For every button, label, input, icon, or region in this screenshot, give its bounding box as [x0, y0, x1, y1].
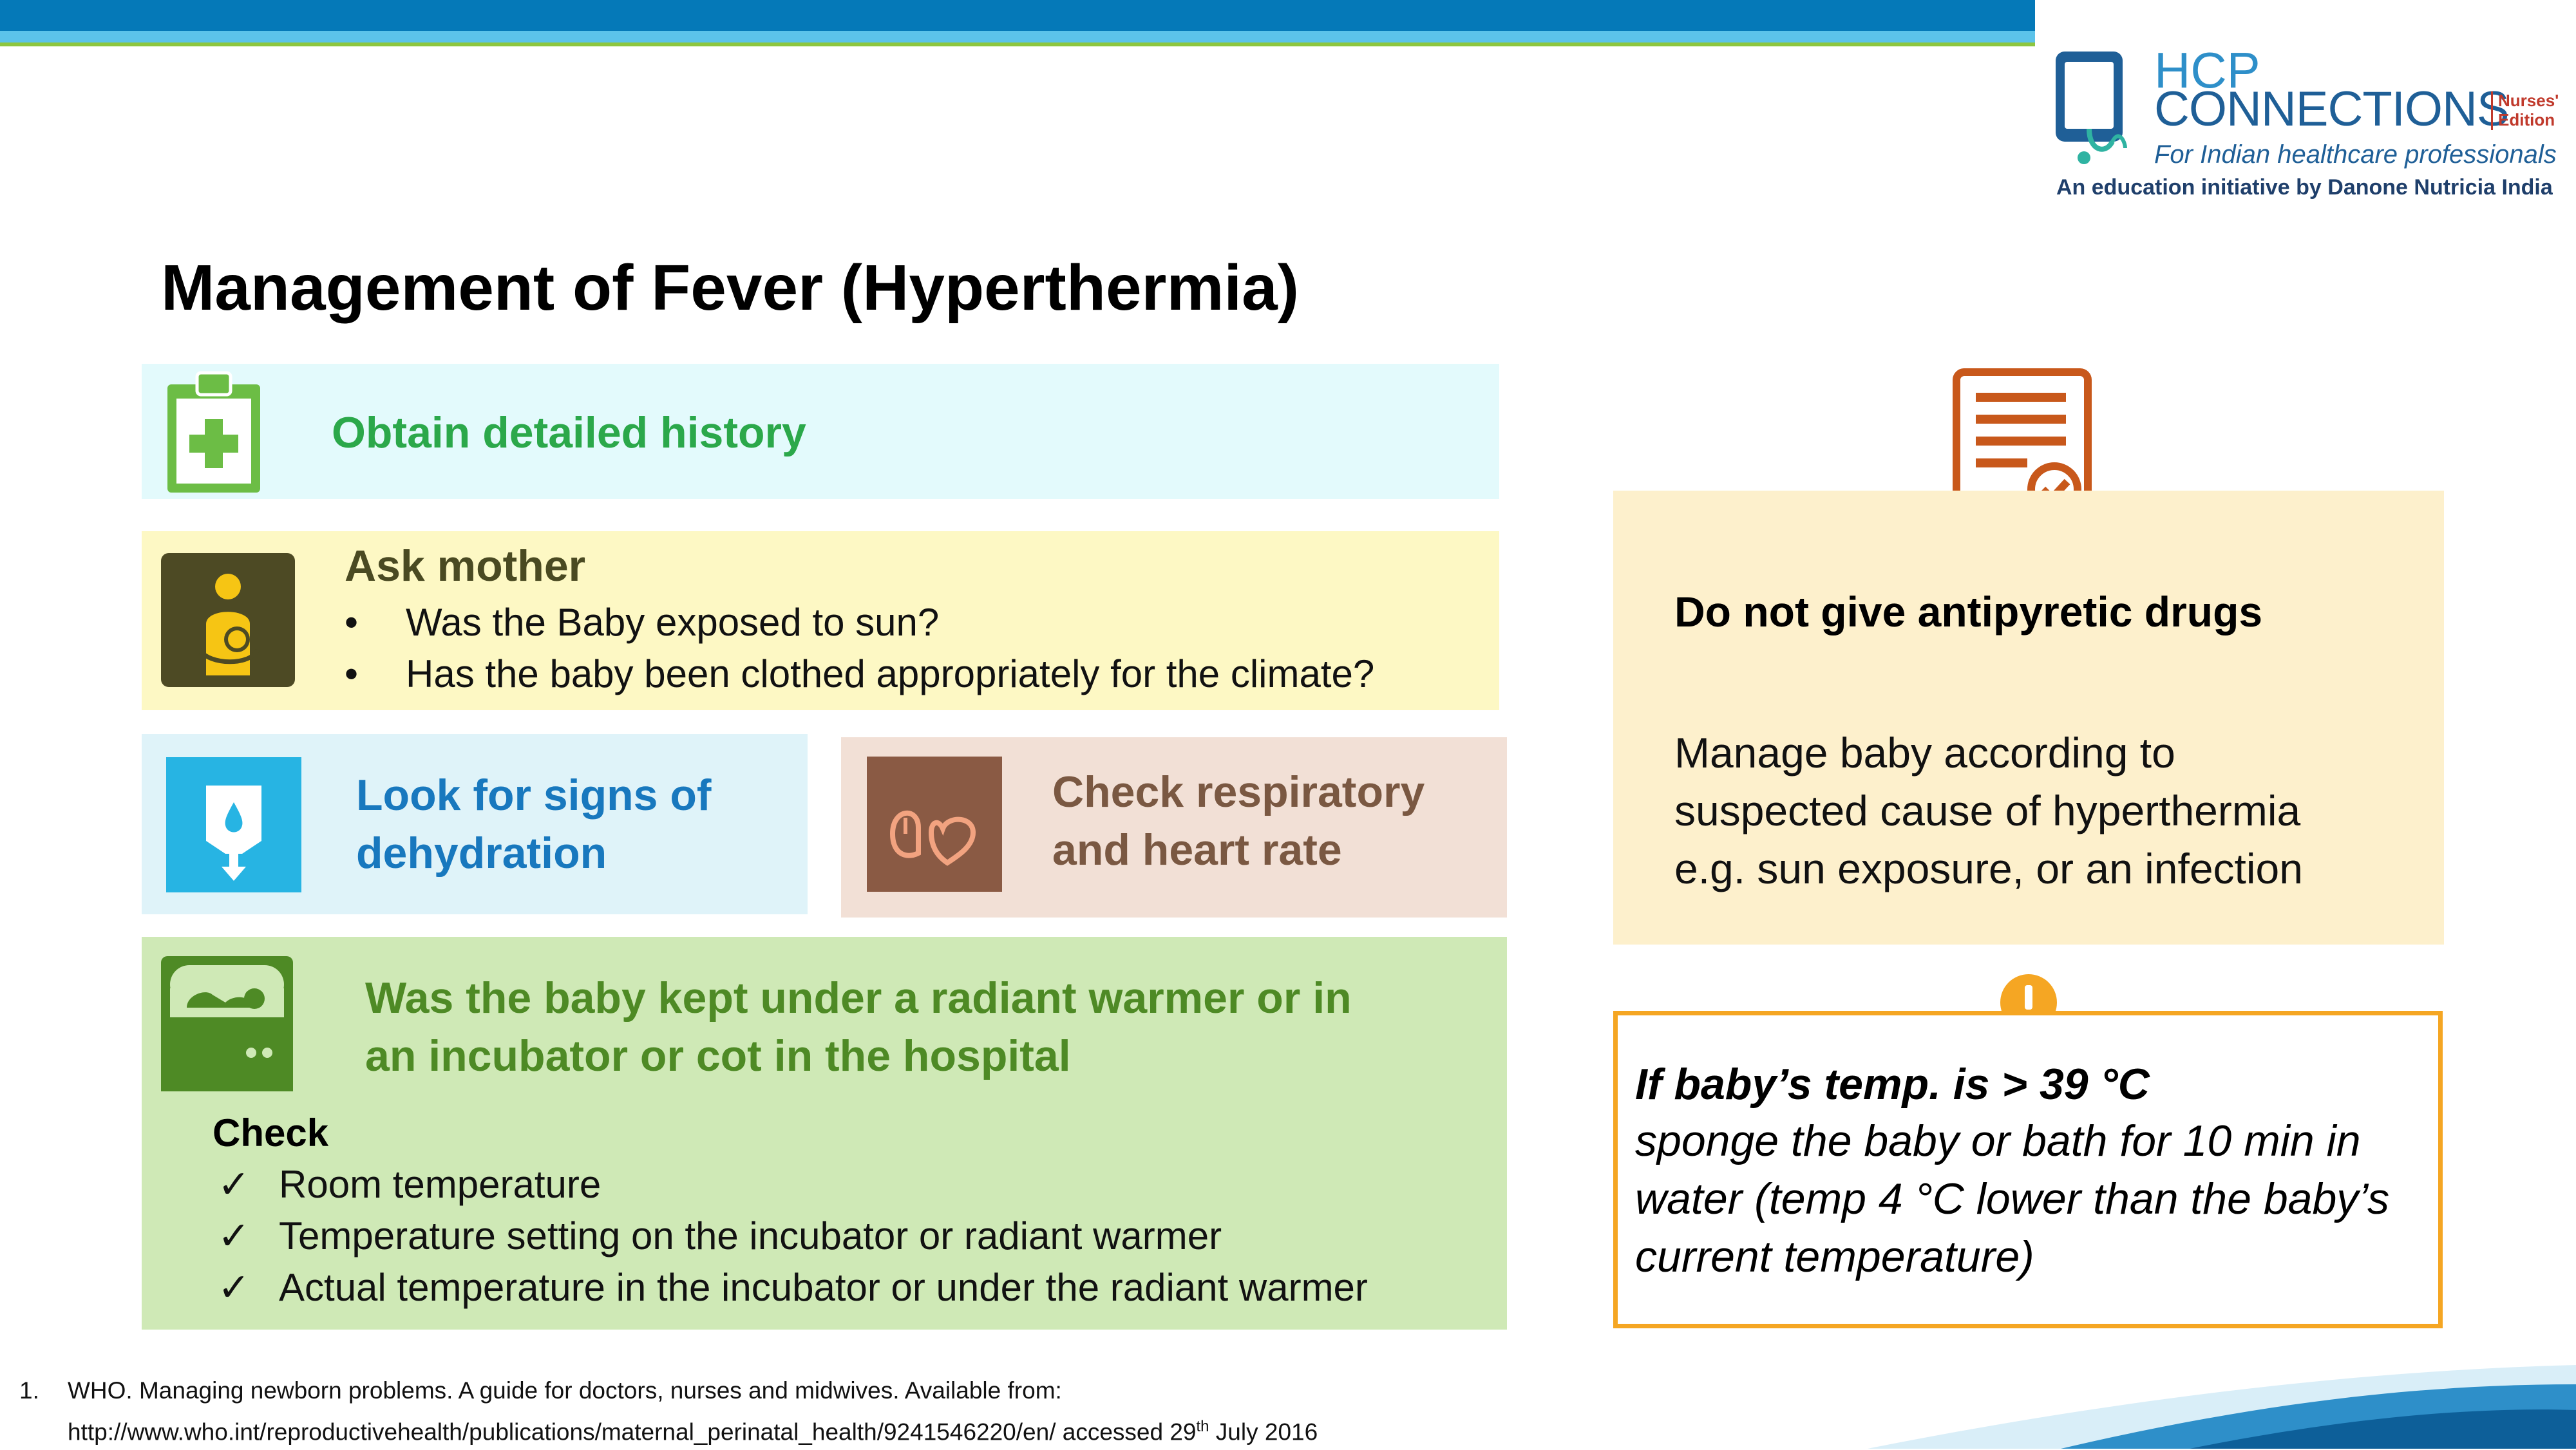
top-banner-stripe	[0, 31, 2035, 42]
footnote	[19, 1373, 1318, 1450]
top-banner-accent	[0, 42, 2035, 46]
radiant-warmer-label: Was the baby kept under a radiant warmer or in an incubator or cot in the hospital	[365, 974, 1352, 1080]
warning-heading: If baby’s temp. is > 39 °C	[1635, 1060, 2150, 1109]
bullet-marker: •	[345, 601, 359, 644]
footnote-text: WHO. Managing newborn problems. A guide for doctors, nurses and midwives. Available from:	[68, 1377, 1062, 1404]
top-banner-bar	[0, 0, 2035, 31]
brand-edition-line1: Nurses'	[2498, 91, 2559, 110]
lungs-heart-icon	[867, 757, 1002, 892]
brand-connections: CONNECTIONS	[2154, 82, 2509, 137]
list-item-text: Actual temperature in the incubator or under the radiant warmer	[279, 1266, 1368, 1309]
ask-mother-heading: Ask mother	[345, 541, 586, 590]
check-heading: Check	[213, 1111, 329, 1154]
page-title: Management of Fever (Hyperthermia)	[161, 252, 1300, 324]
respiratory-box	[841, 737, 1507, 918]
ask-mother-list	[345, 597, 1374, 700]
brand-edition-line2: Edition	[2498, 109, 2555, 129]
dehydration-label: Look for signs of dehydration	[356, 771, 712, 878]
footnote-number: 1.	[19, 1377, 39, 1404]
brand-hcp: HCP	[2154, 42, 2260, 99]
list-item-text: Was the Baby exposed to sun?	[406, 601, 940, 644]
check-list	[218, 1159, 1368, 1313]
check-icon: ✓	[218, 1214, 251, 1257]
footnote-line1	[19, 1373, 1318, 1409]
clipboard-plus-icon	[162, 370, 265, 496]
list-item-text: Room temperature	[279, 1163, 601, 1206]
brand-logo	[2048, 42, 2563, 206]
bullet-marker: •	[345, 652, 359, 695]
list-item-text: Has the baby been clothed appropriately for the climate?	[406, 652, 1375, 695]
tablet-stethoscope-icon	[2048, 45, 2145, 167]
list-item	[218, 1159, 1368, 1210]
list-item	[218, 1210, 1368, 1262]
list-item	[218, 1262, 1368, 1313]
breastfeeding-mother-icon	[161, 553, 295, 687]
radiant-warmer-box	[142, 937, 1507, 1330]
footnote-sup: th	[1196, 1418, 1209, 1435]
ask-mother-box	[142, 531, 1499, 710]
antipyretic-heading: Do not give antipyretic drugs	[1674, 588, 2263, 636]
list-item	[345, 597, 1374, 648]
high-temperature-warning	[1613, 1011, 2443, 1328]
history-label: Obtain detailed history	[332, 408, 806, 457]
warning-body: sponge the baby or bath for 10 min in water (temp 4 °C lower than the baby’s current temperature)	[1635, 1116, 2390, 1281]
antipyretic-body: Manage baby according to suspected cause of hyperthermia e.g. sun exposure, or an infection	[1674, 729, 2303, 892]
brand-edition	[2491, 91, 2559, 130]
iv-drip-icon	[166, 757, 301, 892]
list-item-text: Temperature setting on the incubator or radiant warmer	[279, 1214, 1222, 1257]
footnote-url-text[interactable]: http://www.who.int/reproductivehealth/publications/maternal_perinatal_health/9241546220/en/ accessed 29	[68, 1418, 1197, 1445]
check-icon: ✓	[218, 1163, 251, 1206]
respiratory-label: Check respiratory and heart rate	[1052, 767, 1425, 874]
brand-tagline: For Indian healthcare professionals	[2154, 140, 2557, 169]
dehydration-box	[142, 734, 808, 914]
footnote-date: July 2016	[1209, 1418, 1318, 1445]
decorative-swoosh	[1868, 1346, 2576, 1449]
history-box	[142, 364, 1499, 499]
brand-initiative: An education initiative by Danone Nutricia India	[2056, 175, 2553, 200]
antipyretic-panel	[1613, 491, 2444, 945]
incubator-icon	[161, 956, 293, 1091]
check-icon: ✓	[218, 1266, 251, 1309]
list-item	[345, 648, 1374, 700]
footnote-line2[interactable]	[19, 1409, 1318, 1450]
